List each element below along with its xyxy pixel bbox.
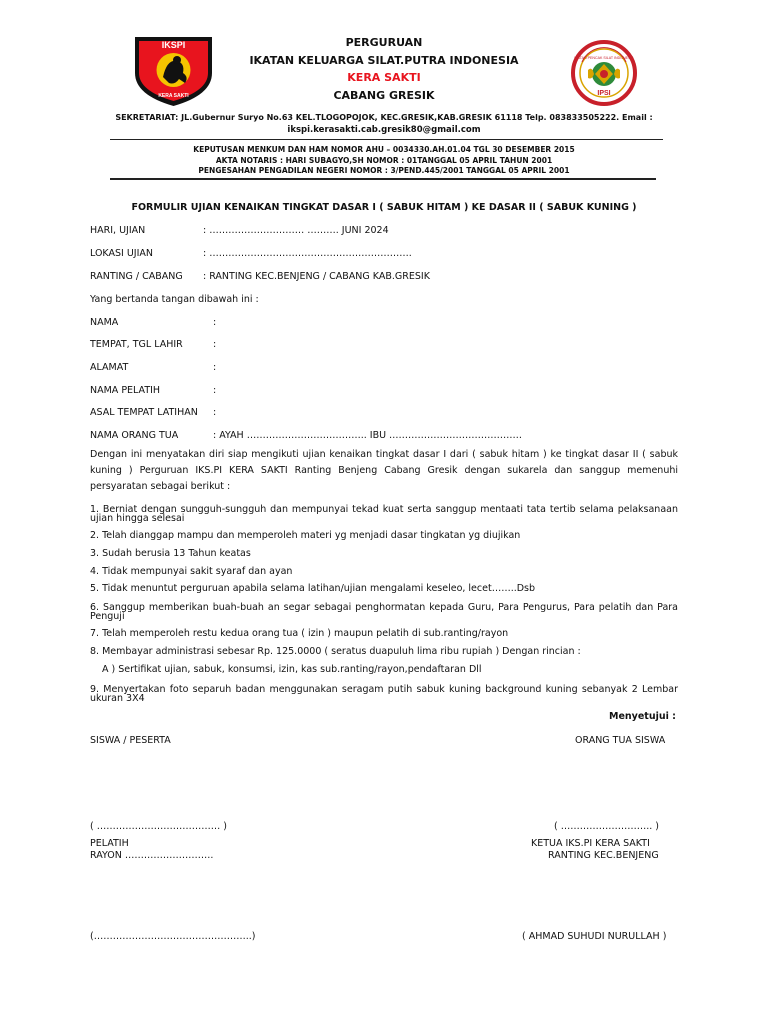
field-label-nama: NAMA [90, 317, 119, 328]
trainer-signature-blank: ( ………………………………… ) [90, 821, 227, 832]
header-title-1: PERGURUAN [345, 36, 423, 49]
requirement-6: 6. Sanggup memberikan buah-buah an segar sebagai penghormatan kepada Guru, Para Pengurus, Para pelatih dan Para Penguji [90, 602, 678, 622]
header-title-2: IKATAN KELUARGA SILAT.PUTRA INDONESIA [249, 54, 519, 67]
chair-title-1: KETUA IKS.PI KERA SAKTI [531, 838, 650, 849]
field-value-nama: : [213, 317, 217, 328]
bottom-signature-blank: (…………………………………………..) [90, 931, 256, 942]
requirement-4: 4. Tidak mempunyai sakit syaraf dan ayan [90, 566, 293, 577]
logo-right-ring-text: IKATAN PENCAK SILAT INDONESIA [574, 56, 634, 60]
rayon-label: RAYON ………………………. [90, 850, 214, 861]
field-value-tempat-tgl-lahir: : [213, 339, 217, 350]
header-title-4: CABANG GRESIK [333, 89, 435, 102]
legal-line-2: AKTA NOTARIS : HARI SUBAGYO,SH NOMOR : 01TANGGAL 05 APRIL TAHUN 2001 [215, 156, 553, 165]
parent-signature-label: ORANG TUA SISWA [575, 735, 666, 746]
header-divider-bottom [110, 178, 656, 180]
field-value-asal-tempat-latihan: : [213, 407, 217, 418]
statement-paragraph: Dengan ini menyatakan diri siap mengikuti ujian kenaikan tingkat dasar I dari ( sabuk hitam ) ke tingkat dasar II ( sabuk kuning ) Perguruan IKS.PI KERA SAKTI Ranting Benjeng Cabang Gresik dengan sukarela dan sanggup memenuhi persyaratan sebagai berikut : [90, 449, 678, 492]
field-value-ranting-cabang: : RANTING KEC.BENJENG / CABANG KAB.GRESIK [203, 271, 430, 282]
field-value-alamat: : [213, 362, 217, 373]
requirement-9: 9. Menyertakan foto separuh badan menggunakan seragam putih sabuk kuning background kuning sebanyak 2 Lembar ukuran 3X4 [90, 684, 678, 704]
header-title-3: KERA SAKTI [347, 71, 421, 84]
intro-text: Yang bertanda tangan dibawah ini : [90, 294, 259, 305]
field-label-tempat-tgl-lahir: TEMPAT, TGL LAHIR [90, 339, 183, 350]
approval-label: Menyetujui : [609, 711, 676, 722]
field-label-nama-pelatih: NAMA PELATIH [90, 385, 161, 396]
requirement-8: 8. Membayar administrasi sebesar Rp. 125.0000 ( seratus duapuluh lima ribu rupiah ) Dengan rincian : [90, 646, 581, 657]
field-label-hari-ujian: HARI, UJIAN [90, 225, 146, 236]
field-label-nama-orang-tua: NAMA ORANG TUA [90, 430, 179, 441]
field-value-nama-pelatih: : [213, 385, 217, 396]
field-label-asal-tempat-latihan: ASAL TEMPAT LATIHAN [90, 407, 198, 418]
legal-line-1: KEPUTUSAN MENKUM DAN HAM NOMOR AHU – 0034330.AH.01.04 TGL 30 DESEMBER 2015 [193, 145, 575, 154]
logo-left-top-text: IKSPI [161, 40, 186, 50]
trainer-title: PELATIH [90, 838, 129, 849]
chair-name: ( AHMAD SUHUDI NURULLAH ) [522, 931, 667, 942]
requirement-3: 3. Sudah berusia 13 Tahun keatas [90, 548, 251, 559]
chair-signature-blank: ( ……………………….. ) [554, 821, 659, 832]
field-label-ranting-cabang: RANTING / CABANG [90, 271, 183, 282]
form-title: FORMULIR UJIAN KENAIKAN TINGKAT DASAR I ( SABUK HITAM ) KE DASAR II ( SABUK KUNING ) [131, 202, 637, 213]
requirement-2: 2. Telah dianggap mampu dan memperoleh materi yg menjadi dasar tingkatan yg diujikan [90, 530, 521, 541]
field-label-alamat: ALAMAT [90, 362, 129, 373]
field-value-hari-ujian: : ………………………… ………. JUNI 2024 [203, 225, 389, 236]
logo-right-bottom-text: IPSI [597, 90, 611, 97]
secretariat-line-1: SEKRETARIAT: JL.Gubernur Suryo No.63 KEL.TLOGOPOJOK, KEC.GRESIK,KAB.GRESIK 61118 Telp. 083833505222. Email : [115, 113, 653, 122]
field-value-lokasi-ujian: : ………………………………………………………. [203, 248, 412, 259]
requirement-8a: A ) Sertifikat ujian, sabuk, konsumsi, izin, kas sub.ranting/rayon,pendaftaran Dll [102, 664, 482, 675]
logo-left-bottom-text: KERA SAKTI [158, 93, 189, 99]
requirement-5: 5. Tidak menuntut perguruan apabila selama latihan/ujian mengalami keseleo, lecet……..Dsb [90, 583, 536, 594]
requirement-7: 7. Telah memperoleh restu kedua orang tua ( izin ) maupun pelatih di sub.ranting/rayon [90, 628, 509, 639]
field-label-lokasi-ujian: LOKASI UJIAN [90, 248, 154, 259]
student-signature-label: SISWA / PESERTA [90, 735, 171, 746]
secretariat-email: ikspi.kerasakti.cab.gresik80@gmail.com [287, 125, 481, 135]
field-value-nama-orang-tua: : AYAH ……………………………….. IBU …………………………………… [213, 430, 523, 441]
chair-title-2: RANTING KEC.BENJENG [548, 850, 659, 861]
legal-line-3: PENGESAHAN PENGADILAN NEGERI NOMOR : 3/PEND.445/2001 TANGGAL 05 APRIL 2001 [198, 166, 570, 175]
header-divider-top [110, 139, 663, 140]
requirement-1: 1. Berniat dengan sungguh-sungguh dan mempunyai tekad kuat serta sanggup mentaati tata tertib selama pelaksanaan ujian hingga selesai [90, 504, 678, 524]
